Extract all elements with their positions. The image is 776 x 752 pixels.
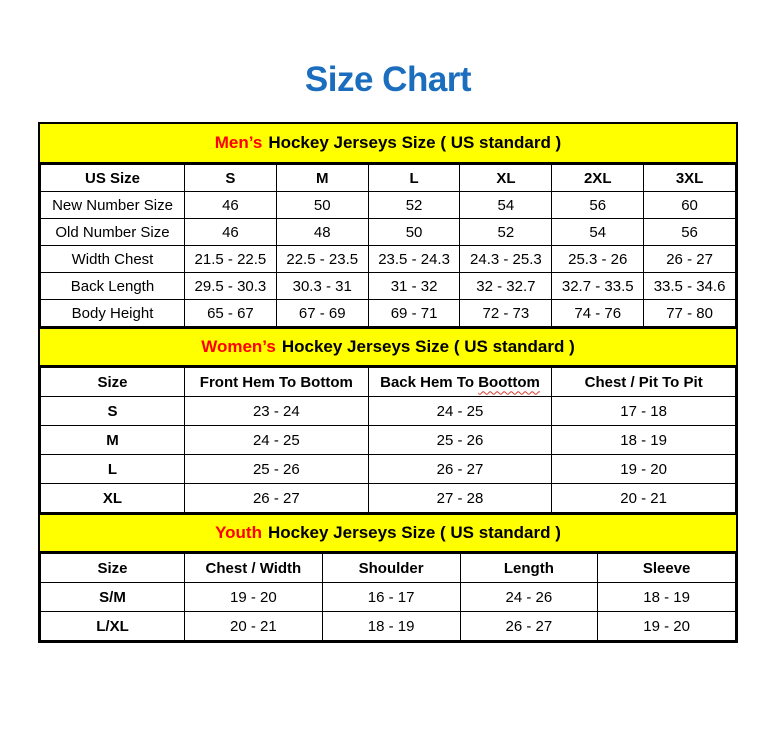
page-title: Size Chart [304,60,472,99]
table-row [41,397,736,426]
value-cell: 26 - 27 [368,455,552,484]
size-chart-container [38,122,738,643]
column-header [368,368,552,397]
womens-size-table [40,367,736,513]
value-cell: 19 - 20 [185,583,323,612]
womens-header-row [41,368,736,397]
column-header: Chest / Pit To Pit [552,368,736,397]
table-row [41,612,736,641]
mens-section-header [40,124,736,164]
row-label: L/XL [41,612,185,641]
value-cell: 52 [460,219,552,246]
value-cell: 21.5 - 22.5 [185,246,277,273]
column-header: Sleeve [598,554,736,583]
value-cell: 25.3 - 26 [552,246,644,273]
value-cell: 25 - 26 [368,426,552,455]
column-header: M [276,165,368,192]
value-cell: 46 [185,219,277,246]
row-label: Width Chest [41,246,185,273]
value-cell: 52 [368,192,460,219]
value-cell: 19 - 20 [598,612,736,641]
value-cell: 56 [644,219,736,246]
value-cell: 50 [368,219,460,246]
value-cell: 74 - 76 [552,300,644,327]
value-cell: 23.5 - 24.3 [368,246,460,273]
value-cell: 26 - 27 [644,246,736,273]
value-cell: 30.3 - 31 [276,273,368,300]
value-cell: 29.5 - 30.3 [185,273,277,300]
column-header: L [368,165,460,192]
table-row [41,192,736,219]
value-cell: 67 - 69 [276,300,368,327]
row-label: S/M [41,583,185,612]
value-cell: 18 - 19 [322,612,460,641]
row-label: New Number Size [41,192,185,219]
mens-section-highlight: Men’s [214,133,263,152]
column-header: Chest / Width [185,554,323,583]
column-header: US Size [41,165,185,192]
value-cell: 27 - 28 [368,484,552,513]
column-header: Length [460,554,598,583]
youth-section-title: Hockey Jerseys Size ( US standard ) [267,523,561,542]
mens-section-title: Hockey Jerseys Size ( US standard ) [268,133,562,152]
column-header: 2XL [552,165,644,192]
value-cell: 48 [276,219,368,246]
youth-header-row [41,554,736,583]
row-label: Body Height [41,300,185,327]
table-row [41,426,736,455]
table-row [41,455,736,484]
value-cell: 32 - 32.7 [460,273,552,300]
row-label: Back Length [41,273,185,300]
column-header: S [185,165,277,192]
row-label: M [41,426,185,455]
row-label: L [41,455,185,484]
womens-section-highlight: Women’s [201,337,276,356]
womens-section-header [40,327,736,367]
table-row [41,300,736,327]
value-cell: 22.5 - 23.5 [276,246,368,273]
value-cell: 32.7 - 33.5 [552,273,644,300]
value-cell: 20 - 21 [185,612,323,641]
column-header: Size [41,554,185,583]
value-cell: 69 - 71 [368,300,460,327]
column-header-text: Back Hem To [380,373,475,391]
value-cell: 25 - 26 [185,455,369,484]
value-cell: 72 - 73 [460,300,552,327]
value-cell: 18 - 19 [598,583,736,612]
womens-section-title: Hockey Jerseys Size ( US standard ) [281,337,575,356]
value-cell: 54 [460,192,552,219]
value-cell: 60 [644,192,736,219]
value-cell: 77 - 80 [644,300,736,327]
youth-section-highlight: Youth [215,523,262,542]
table-row [41,484,736,513]
mens-header-row [41,165,736,192]
value-cell: 16 - 17 [322,583,460,612]
misspelled-word: Boottom [478,373,540,391]
column-header: Front Hem To Bottom [185,368,369,397]
value-cell: 19 - 20 [552,455,736,484]
row-label: Old Number Size [41,219,185,246]
value-cell: 26 - 27 [460,612,598,641]
table-row [41,246,736,273]
value-cell: 26 - 27 [185,484,369,513]
value-cell: 56 [552,192,644,219]
mens-size-table [40,164,736,327]
row-label: XL [41,484,185,513]
table-row [41,273,736,300]
youth-section-header [40,513,736,553]
value-cell: 46 [185,192,277,219]
value-cell: 33.5 - 34.6 [644,273,736,300]
column-header: XL [460,165,552,192]
value-cell: 18 - 19 [552,426,736,455]
value-cell: 54 [552,219,644,246]
value-cell: 50 [276,192,368,219]
value-cell: 24 - 25 [185,426,369,455]
column-header: Size [41,368,185,397]
table-row [41,219,736,246]
column-header: Shoulder [322,554,460,583]
value-cell: 17 - 18 [552,397,736,426]
row-label: S [41,397,185,426]
table-row [41,583,736,612]
value-cell: 24 - 26 [460,583,598,612]
value-cell: 24 - 25 [368,397,552,426]
value-cell: 20 - 21 [552,484,736,513]
youth-size-table [40,553,736,641]
value-cell: 31 - 32 [368,273,460,300]
value-cell: 24.3 - 25.3 [460,246,552,273]
value-cell: 65 - 67 [185,300,277,327]
column-header: 3XL [644,165,736,192]
value-cell: 23 - 24 [185,397,369,426]
